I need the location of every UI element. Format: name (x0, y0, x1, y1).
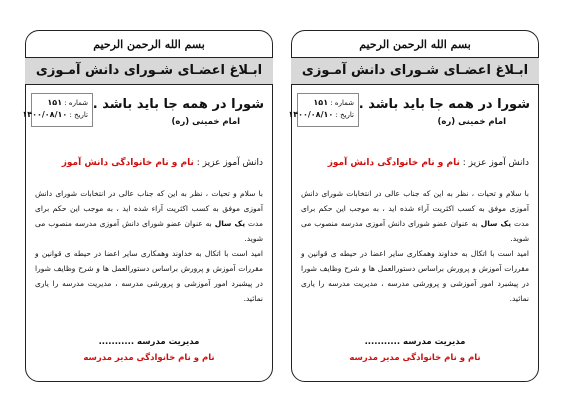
paragraph-1-end: به عنوان عضو شورای دانش آموزی مدرسه منصوب می شوید. (35, 219, 263, 243)
signature-label: مدیریت مدرسه ........... (364, 337, 466, 347)
quote-text: شورا در همه جا باید باشد . (92, 97, 264, 112)
basmala-header: بسم الله الرحمن الرحیم (93, 38, 205, 51)
number-row (36, 97, 88, 109)
number-date-box (288, 93, 359, 127)
number-label: شماره : (330, 99, 354, 107)
appointment-card-right (288, 30, 539, 382)
letter-body (35, 186, 263, 306)
paragraph-1 (301, 186, 529, 246)
card-title: ابـلاغ اعضـای شـورای دانش آمـوزی (25, 57, 273, 85)
number-date-box (22, 93, 93, 127)
salutation-label: دانش آموز عزیز : (196, 158, 263, 168)
number-value: ۱۵۱ (47, 98, 63, 107)
number-label: شماره : (64, 99, 88, 107)
salutation (328, 158, 529, 168)
date-row (288, 109, 354, 121)
date-value: ۱۴۰۰/۰۸/۱۰ (22, 110, 68, 119)
letter-body (301, 186, 529, 306)
paragraph-2: امید است با اتکال به خداوند وهمکاری سایر اعضا در حیطه ی قوانین و مقررات آموزش و پرورش براساس دستورالعمل ها و شرح وظایف شورا در پیشبرد امور آموزشی و پرورشی مدرسه ، مدیریت مدرسه را یاری نمائید. (35, 249, 263, 303)
salutation-label: دانش آموز عزیز : (462, 158, 529, 168)
paragraph-2: امید است با اتکال به خداوند وهمکاری سایر اعضا در حیطه ی قوانین و مقررات آموزش و پرورش براساس دستورالعمل ها و شرح وظایف شورا در پیشبرد امور آموزشی و پرورشی مدرسه ، مدیریت مدرسه را یاری نمائید. (301, 249, 529, 303)
date-row (22, 109, 88, 121)
date-value: ۱۴۰۰/۰۸/۱۰ (288, 110, 334, 119)
paragraph-1-start: با سلام و تحیات ، نظر به این که جناب عالی در انتخابات شورای دانش آموزی موفق به کسب اکثریت آراء شده اید ، به موجب این حکم برای مدت (35, 189, 263, 228)
student-name: نام و نام خانوادگی دانش آموز (61, 158, 194, 168)
date-label: تاریخ : (335, 111, 354, 119)
quote-author: امام خمینی (ره) (437, 117, 506, 127)
principal-name: نام و نام خانوادگی مدیر مدرسه (349, 353, 481, 363)
term-duration: یک سال (214, 219, 246, 228)
appointment-card-left (22, 30, 273, 382)
quote-text: شورا در همه جا باید باشد . (358, 97, 530, 112)
salutation (62, 158, 263, 168)
paragraph-1 (35, 186, 263, 246)
date-label: تاریخ : (69, 111, 88, 119)
paragraph-1-start: با سلام و تحیات ، نظر به این که جناب عالی در انتخابات شورای دانش آموزی موفق به کسب اکثریت آراء شده اید ، به موجب این حکم برای مدت (301, 189, 529, 228)
term-duration: یک سال (480, 219, 512, 228)
signature-label: مدیریت مدرسه ........... (98, 337, 200, 347)
quote-author: امام خمینی (ره) (171, 117, 240, 127)
basmala-header: بسم الله الرحمن الرحیم (359, 38, 471, 51)
number-value: ۱۵۱ (313, 98, 329, 107)
paragraph-1-end: به عنوان عضو شورای دانش آموزی مدرسه منصوب می شوید. (301, 219, 529, 243)
number-row (302, 97, 354, 109)
student-name: نام و نام خانوادگی دانش آموز (327, 158, 460, 168)
principal-name: نام و نام خانوادگی مدیر مدرسه (83, 353, 215, 363)
card-title: ابـلاغ اعضـای شـورای دانش آمـوزی (291, 57, 539, 85)
